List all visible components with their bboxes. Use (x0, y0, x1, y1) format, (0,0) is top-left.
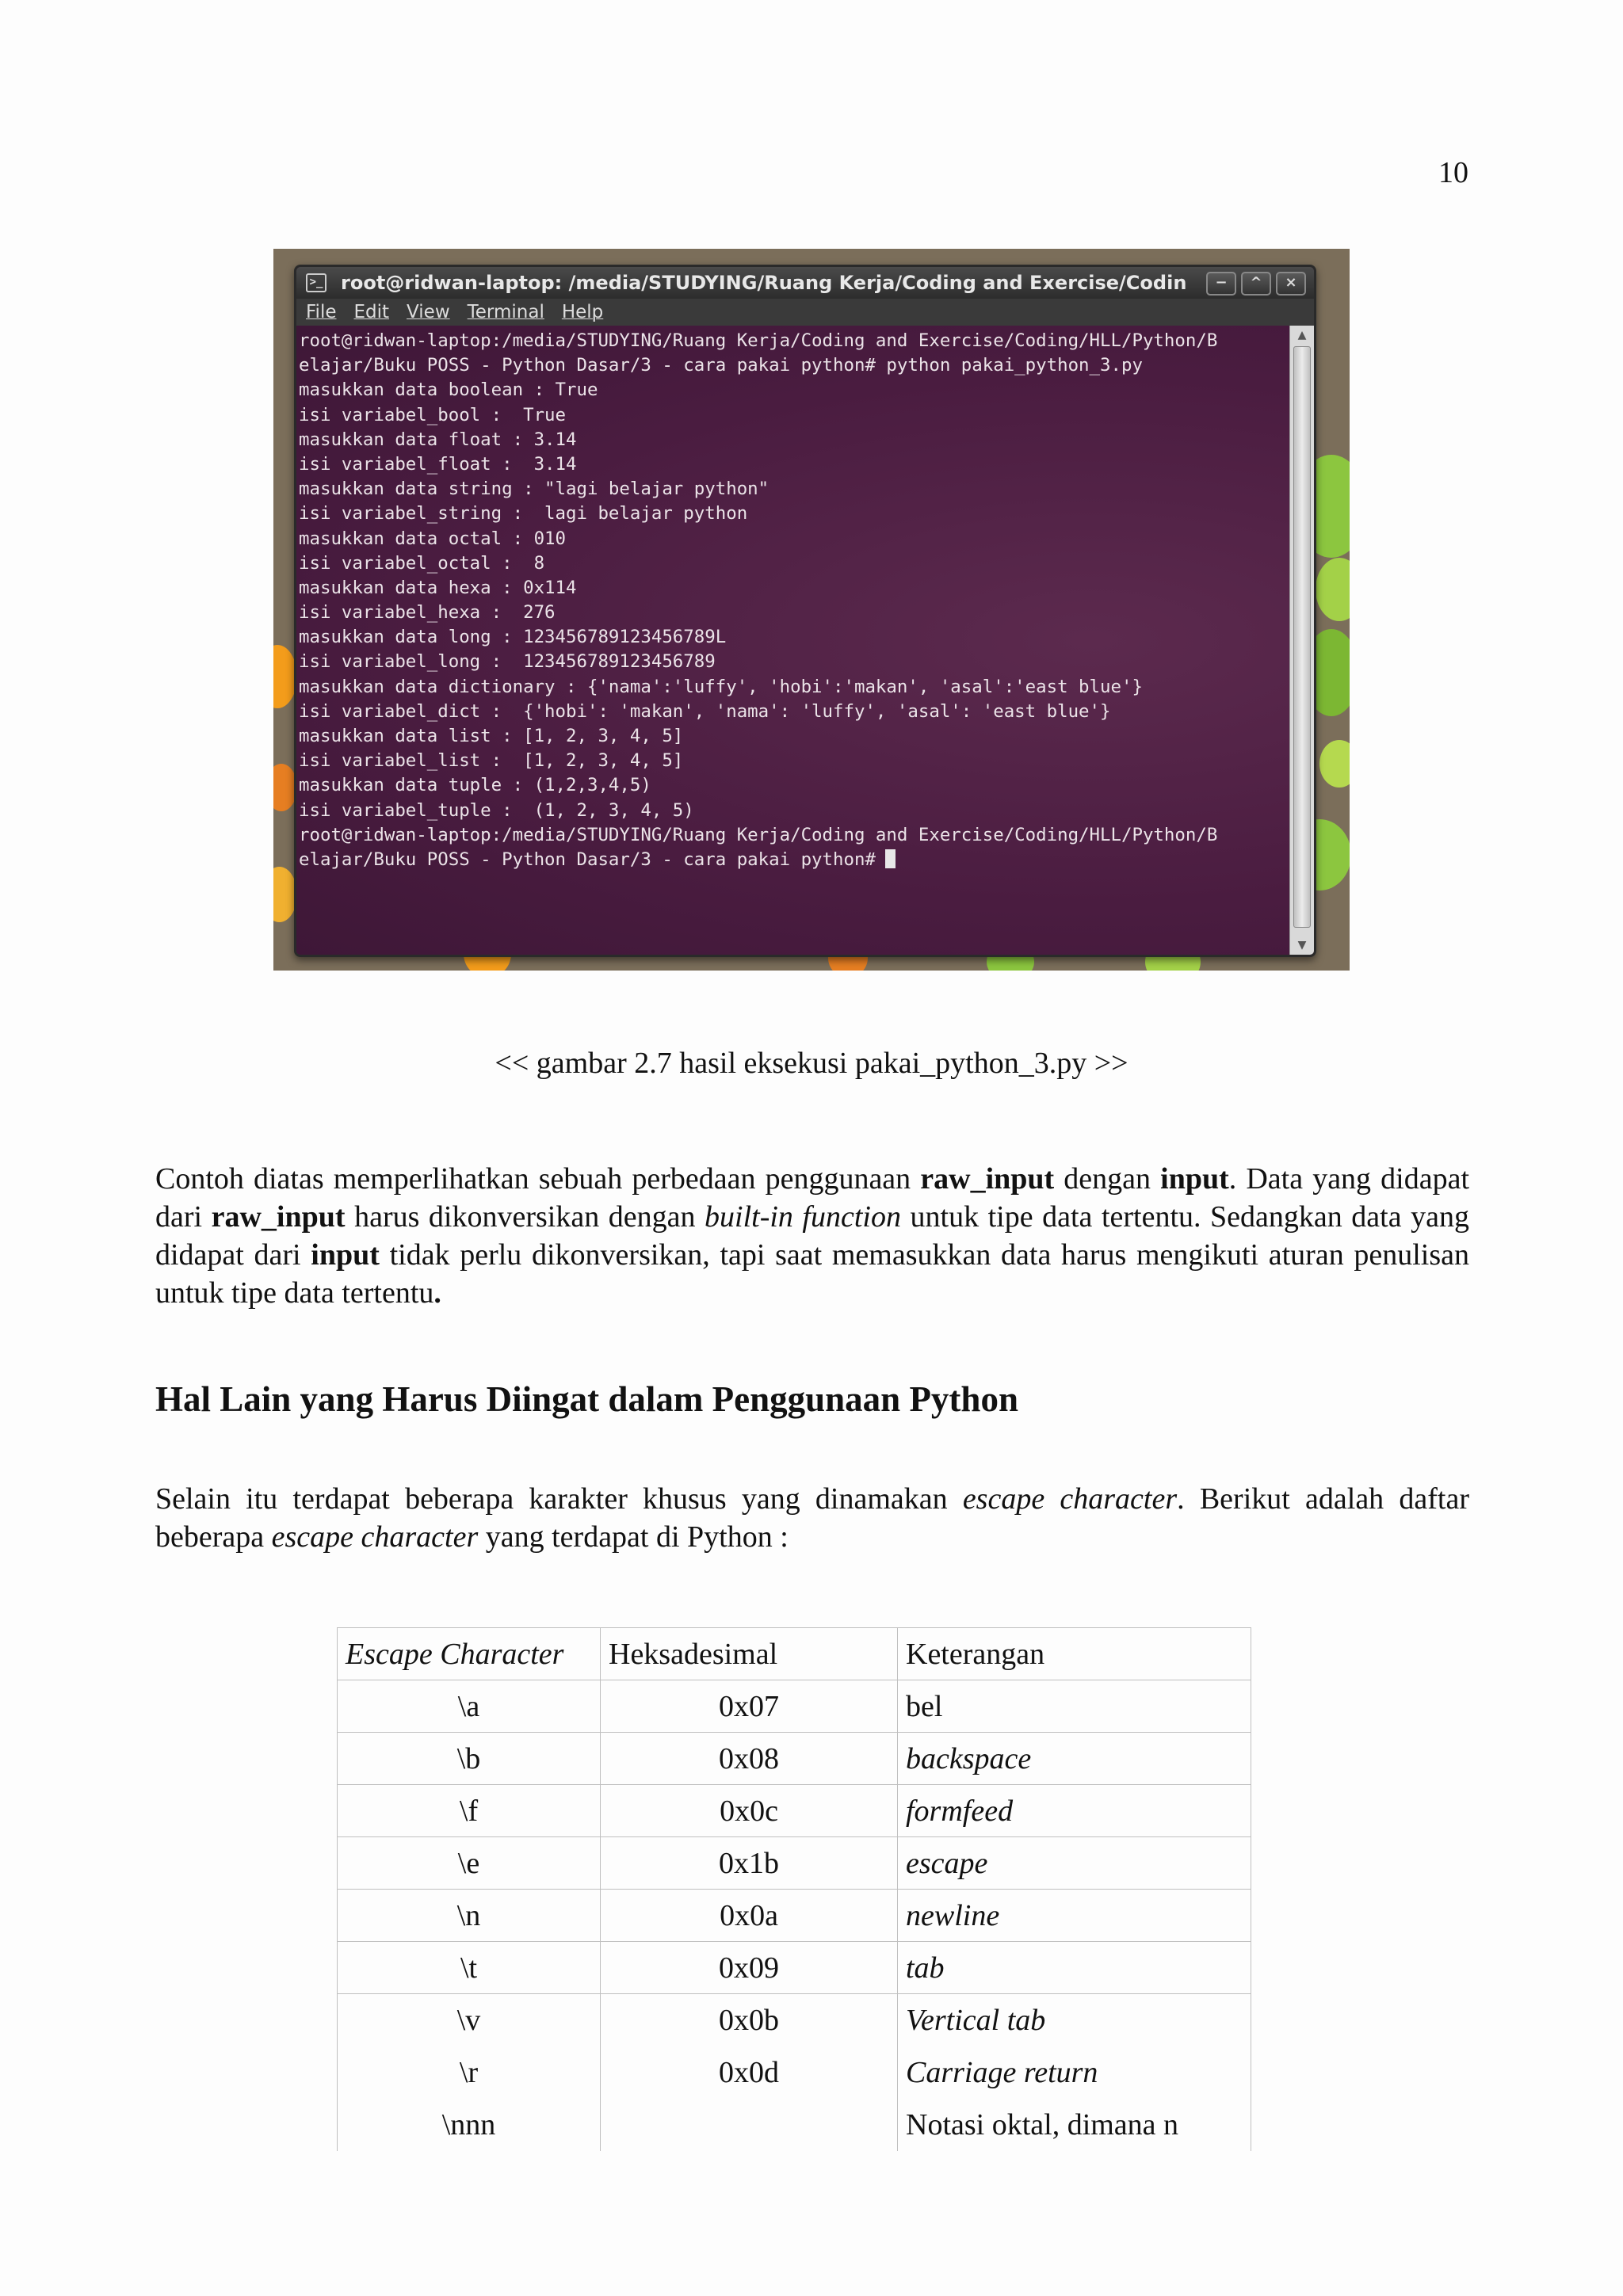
text: tidak perlu dikonversikan, tapi saat memasukkan data harus mengikuti aturan penulisan untuk tipe data tertentu (155, 1238, 1469, 1310)
terminal-line: masukkan data string : "lagi belajar python" (299, 479, 769, 500)
terminal-line: root@ridwan-laptop:/media/STUDYING/Ruang Kerja/Coding and Exercise/Coding/HLL/Python/B (299, 824, 1218, 845)
terminal-line: masukkan data float : 3.14 (299, 429, 577, 450)
cell-hex: 0x0b (601, 1994, 898, 2046)
page-number: 10 (1438, 156, 1468, 189)
table-header-row (338, 1628, 1251, 1680)
cell-hex (601, 2099, 898, 2151)
table-row (338, 1942, 1251, 1994)
terminal-line: masukkan data list : [1, 2, 3, 4, 5] (299, 726, 684, 746)
cell-desc: backspace (898, 1733, 1251, 1785)
terminal-line: isi variabel_dict : {'hobi': 'makan', 'nama': 'luffy', 'asal': 'east blue'} (299, 700, 1111, 722)
cell-hex: 0x0a (601, 1890, 898, 1942)
table-row (338, 1785, 1251, 1837)
table-row (338, 2099, 1251, 2151)
cell-escape: \f (338, 1785, 601, 1837)
cell-hex: 0x09 (601, 1942, 898, 1994)
terminal-output[interactable] (296, 326, 1290, 955)
paragraph-raw-input (155, 1160, 1469, 1312)
cell-desc: escape (898, 1837, 1251, 1890)
terminal-line: elajar/Buku POSS - Python Dasar/3 - cara pakai python# python pakai_python_3.py (299, 355, 1143, 376)
term-escape-character: escape character (271, 1520, 479, 1554)
table-row (338, 1890, 1251, 1942)
table-row (338, 1994, 1251, 2046)
cell-escape: \a (338, 1680, 601, 1733)
terminal-line: isi variabel_tuple : (1, 2, 3, 4, 5) (299, 799, 694, 821)
cell-escape: \r (338, 2046, 601, 2099)
cell-escape: \n (338, 1890, 601, 1942)
terminal-line: isi variabel_float : 3.14 (299, 453, 577, 475)
cell-escape: \t (338, 1942, 601, 1994)
menu-view[interactable]: View (407, 302, 450, 322)
terminal-line: root@ridwan-laptop:/media/STUDYING/Ruang Kerja/Coding and Exercise/Coding/HLL/Python/B (299, 330, 1218, 351)
cell-desc: formfeed (898, 1785, 1251, 1837)
section-heading: Hal Lain yang Harus Diingat dalam Penggunaan Python (155, 1379, 1018, 1419)
keyword-input: input (1160, 1162, 1229, 1196)
terminal-line: isi variabel_bool : True (299, 404, 567, 425)
cell-escape: \nnn (338, 2099, 601, 2151)
scroll-up-arrow-icon[interactable]: ▲ (1297, 329, 1307, 341)
text: . Berikut adalah daftar beberapa (155, 1482, 1469, 1554)
menu-help[interactable]: Help (561, 302, 604, 322)
text: yang terdapat di Python : (478, 1520, 789, 1554)
terminal-titlebar[interactable] (296, 267, 1314, 299)
text: untuk tipe data tertentu. Sedangkan data yang didapat dari (155, 1200, 1469, 1272)
text-cursor (885, 849, 896, 868)
terminal-prompt-line (299, 848, 1290, 872)
scroll-down-arrow-icon[interactable]: ▼ (1297, 939, 1307, 952)
window-title: root@ridwan-laptop: /media/STUDYING/Ruang Kerja/Coding and Exercise/Codin (341, 272, 1187, 294)
menu-edit[interactable]: Edit (353, 302, 390, 322)
terminal-line: isi variabel_long : 123456789123456789 (299, 651, 716, 673)
terminal-line: isi variabel_octal : 8 (299, 552, 545, 574)
cell-hex: 0x0c (601, 1785, 898, 1837)
menu-bar (296, 299, 1314, 326)
cell-escape: \e (338, 1837, 601, 1890)
keyword-raw-input: raw_input (920, 1162, 1055, 1196)
text: dengan (1054, 1162, 1161, 1196)
terminal-line: isi variabel_string : lagi belajar python (299, 503, 748, 524)
terminal-line: masukkan data tuple : (1,2,3,4,5) (299, 775, 651, 796)
cell-hex: 0x1b (601, 1837, 898, 1890)
text: harus dikonversikan dengan (345, 1200, 705, 1234)
terminal-line: masukkan data hexa : 0x114 (299, 577, 577, 598)
cell-desc: bel (898, 1680, 1251, 1733)
terminal-line: isi variabel_list : [1, 2, 3, 4, 5] (299, 750, 684, 772)
escape-character-table (337, 1627, 1251, 2151)
keyword-raw-input: raw_input (211, 1200, 346, 1234)
header-keterangan: Keterangan (898, 1628, 1251, 1680)
cell-escape: \v (338, 1994, 601, 2046)
scrollbar-thumb[interactable] (1293, 346, 1311, 928)
menu-file[interactable]: File (306, 302, 337, 322)
table-row (338, 1733, 1251, 1785)
term-escape-character: escape character (962, 1482, 1178, 1516)
vertical-scrollbar[interactable] (1289, 326, 1314, 955)
close-button[interactable]: × (1276, 272, 1306, 296)
cell-desc: Carriage return (898, 2046, 1251, 2099)
terminal-line: isi variabel_hexa : 276 (299, 602, 556, 624)
cell-hex: 0x08 (601, 1733, 898, 1785)
table-row (338, 1837, 1251, 1890)
minimize-button[interactable]: − (1206, 272, 1236, 296)
terminal-line: masukkan data boolean : True (299, 379, 598, 401)
header-heksadesimal: Heksadesimal (601, 1628, 898, 1680)
maximize-button[interactable]: ^ (1241, 272, 1271, 296)
terminal-window (294, 265, 1316, 957)
terminal-screenshot (273, 249, 1350, 971)
prompt-text: elajar/Buku POSS - Python Dasar/3 - cara pakai python# (299, 849, 876, 870)
terminal-line: masukkan data octal : 010 (299, 528, 567, 549)
figure-caption: << gambar 2.7 hasil eksekusi pakai_python_3.py >> (495, 1047, 1128, 1080)
terminal-line: masukkan data long : 123456789123456789L (299, 627, 727, 648)
text: Selain itu terdapat beberapa karakter khusus yang dinamakan (155, 1482, 963, 1516)
cell-desc: newline (898, 1890, 1251, 1942)
terminal-line: masukkan data dictionary : {'nama':'luffy', 'hobi':'makan', 'asal':'east blue'} (299, 676, 1143, 697)
cell-escape: \b (338, 1733, 601, 1785)
paragraph-escape-intro (155, 1480, 1469, 1556)
table-row (338, 2046, 1251, 2099)
menu-terminal[interactable]: Terminal (467, 302, 544, 322)
cell-hex: 0x07 (601, 1680, 898, 1733)
cell-desc: Notasi oktal, dimana n (898, 2099, 1251, 2151)
cell-hex: 0x0d (601, 2046, 898, 2099)
terminal-icon: >_ (306, 273, 327, 292)
text: . (433, 1276, 441, 1310)
cell-desc: Vertical tab (898, 1994, 1251, 2046)
keyword-input: input (311, 1238, 380, 1272)
cell-desc: tab (898, 1942, 1251, 1994)
text: Contoh diatas memperlihatkan sebuah perbedaan penggunaan (155, 1162, 921, 1196)
table-row (338, 1680, 1251, 1733)
text: . Data yang didapat dari (155, 1162, 1470, 1234)
header-escape-character: Escape Character (338, 1628, 601, 1680)
term-built-in-function: built-in function (705, 1200, 901, 1234)
